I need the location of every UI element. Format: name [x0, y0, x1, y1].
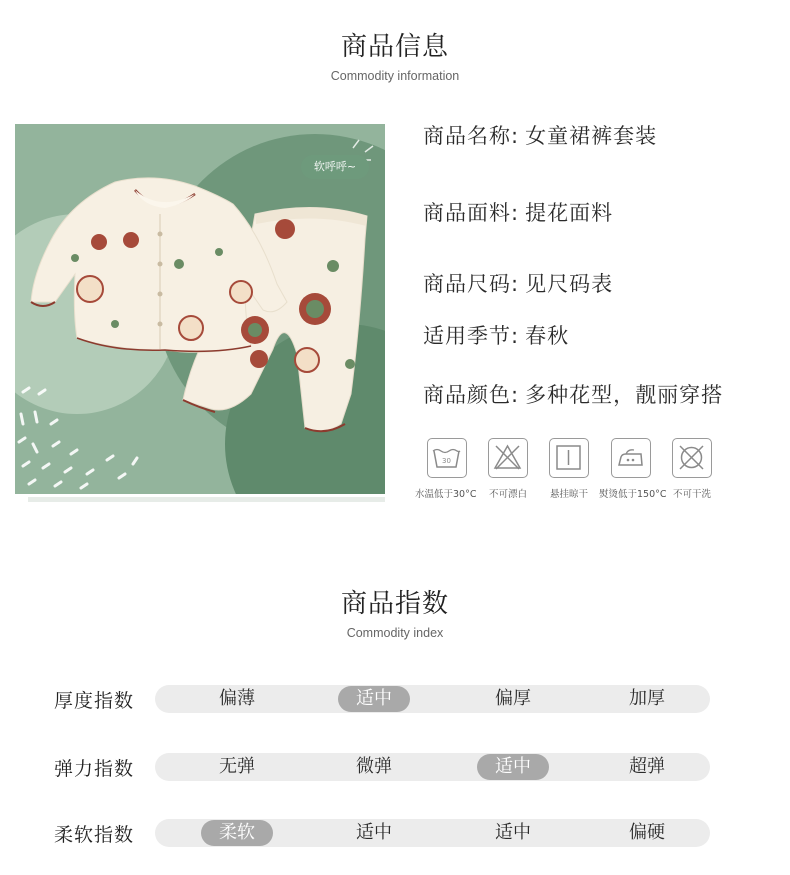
index-option: 超弹	[629, 756, 665, 777]
info-value: 见尺码表	[525, 272, 614, 296]
info-value: 春秋	[525, 324, 570, 348]
info-label: 商品尺码:	[423, 272, 520, 296]
info-section-subtitle: Commodity information	[330, 69, 460, 83]
index-option: 偏硬	[629, 822, 665, 843]
index-bar	[155, 685, 710, 713]
index-option: 适中	[495, 822, 531, 843]
index-section-subtitle: Commodity index	[346, 626, 444, 640]
info-value: 女童裙裤套装	[525, 124, 658, 148]
care-label-dryclean: 不可干洗	[673, 489, 712, 500]
index-option: 偏薄	[219, 688, 255, 709]
info-row-name	[423, 120, 657, 150]
info-row-season	[423, 320, 569, 350]
product-illustration	[15, 124, 385, 494]
info-label: 适用季节:	[423, 324, 520, 348]
index-option: 无弹	[219, 756, 255, 777]
info-value: 多种花型，靓丽穿搭	[525, 383, 724, 407]
index-label: 厚度指数	[54, 690, 135, 712]
wash-30-icon	[427, 438, 467, 478]
index-option: 加厚	[629, 688, 665, 709]
care-label-bleach: 不可漂白	[489, 489, 528, 500]
product-photo	[15, 124, 385, 494]
index-section-title: 商品指数	[340, 589, 449, 619]
care-label-wash: 水温低于30°C	[415, 489, 477, 500]
index-option-selected: 柔软	[201, 820, 273, 846]
index-option-selected: 适中	[338, 686, 410, 712]
info-value: 提花面料	[525, 201, 614, 225]
care-label-dry: 悬挂晾干	[550, 489, 589, 500]
index-option: 偏厚	[495, 688, 531, 709]
care-label-iron: 熨烫低于150°C	[599, 489, 667, 500]
no-dry-clean-icon	[672, 438, 712, 478]
iron-150-icon	[611, 438, 651, 478]
soft-badge: 软呼呼~	[301, 155, 369, 179]
info-section-title: 商品信息	[340, 32, 449, 62]
info-label: 商品面料:	[423, 201, 520, 225]
index-option-selected: 适中	[477, 754, 549, 780]
index-bar	[155, 819, 710, 847]
index-option: 微弹	[356, 756, 392, 777]
info-row-size	[423, 268, 613, 298]
info-row-fabric	[423, 197, 613, 227]
index-option: 适中	[356, 822, 392, 843]
index-bar	[155, 753, 710, 781]
info-row-color	[423, 379, 723, 409]
index-label: 柔软指数	[54, 824, 135, 846]
no-bleach-icon	[488, 438, 528, 478]
wash-temp-text: 30	[442, 457, 451, 465]
hang-dry-icon	[549, 438, 589, 478]
index-label: 弹力指数	[54, 758, 135, 780]
photo-shadow	[28, 497, 385, 502]
info-label: 商品名称:	[423, 124, 520, 148]
info-label: 商品颜色:	[423, 383, 520, 407]
